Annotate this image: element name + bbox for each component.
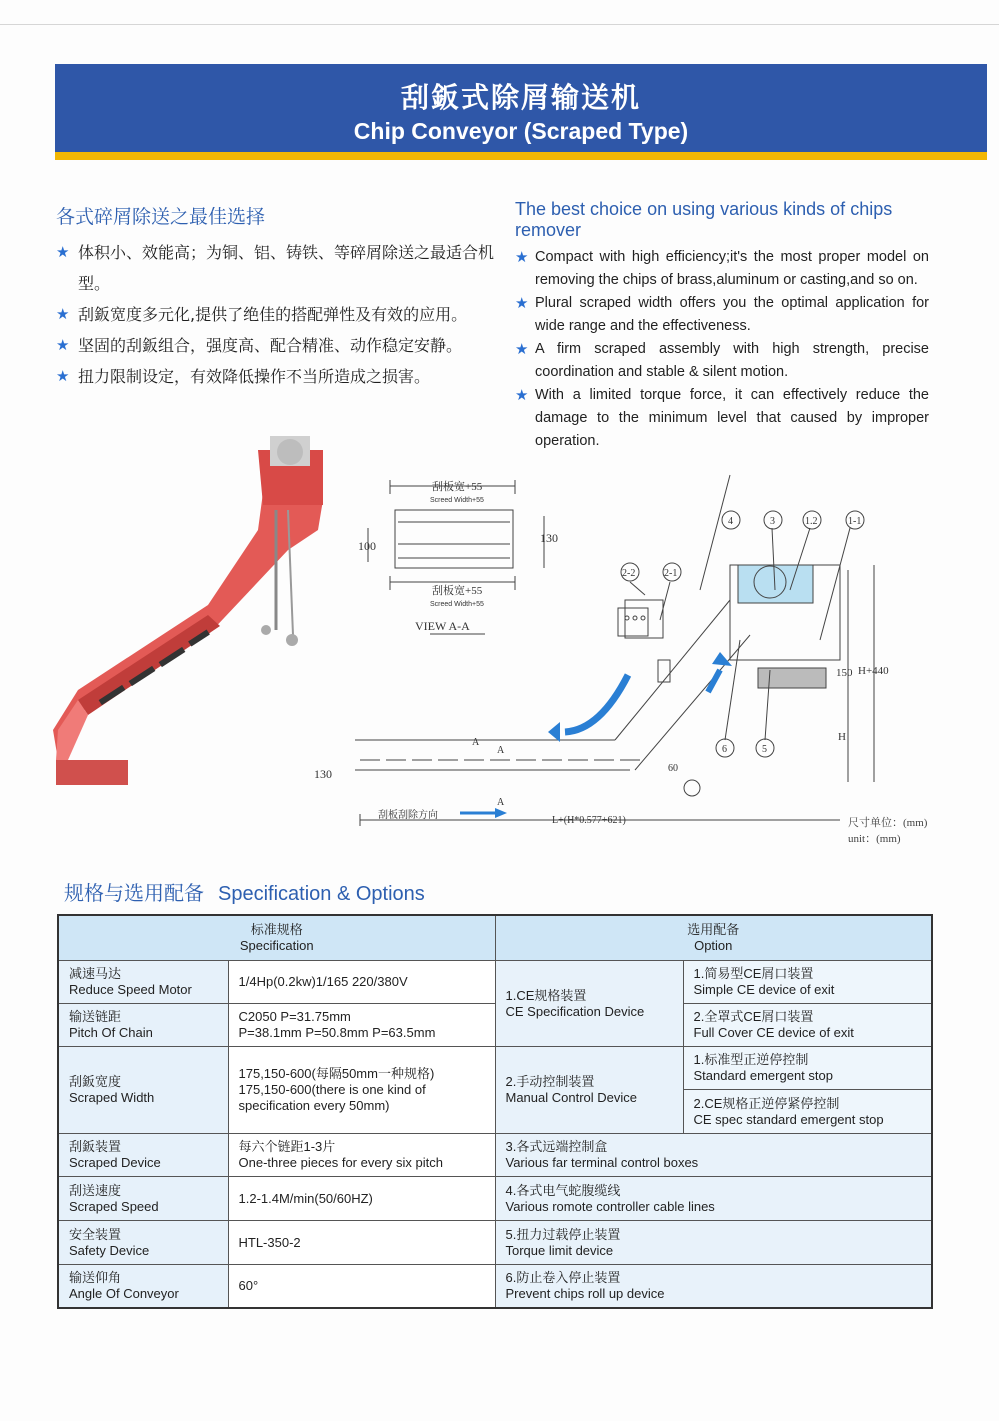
- label-a-1: A: [472, 737, 480, 748]
- star-icon: ★: [56, 243, 70, 261]
- star-icon: ★: [515, 341, 529, 358]
- callout-4: 4: [728, 516, 733, 527]
- dim-130-view: 130: [540, 531, 558, 545]
- length-formula: L+(H*0.577+621): [552, 815, 626, 826]
- list-item: ★ With a limited torque force, it can effectively reduce the damage to the minimum level that caused by improper operation.: [515, 384, 929, 453]
- header-spec: 标准规格 Specification: [58, 915, 495, 961]
- label-a-2: A: [497, 745, 505, 756]
- dim-h: H: [838, 731, 846, 743]
- list-item: ★ 扭力限制设定，有效降低操作不当所造成之损害。: [56, 361, 496, 392]
- star-icon: ★: [515, 387, 529, 404]
- dim-100: 100: [358, 539, 376, 553]
- features-cn: [56, 202, 496, 392]
- table-header: [58, 915, 932, 961]
- dim-150: 150: [836, 667, 853, 679]
- callout-2-1: 2-1: [664, 568, 678, 579]
- star-icon: ★: [56, 336, 70, 354]
- list-item: ★ 刮鈑宽度多元化,提供了绝佳的搭配弹性及有效的应用。: [56, 299, 496, 330]
- view-width-top-en: Screed Width+55: [430, 497, 484, 504]
- view-label: VIEW A-A: [415, 619, 470, 633]
- table-row: 刮送速度 Scraped Speed 1.2-1.4M/min(50/60HZ) 4.各式电气蛇腹缆线 Various romote controller cable lines: [58, 1177, 932, 1221]
- dim-130-side: 130: [314, 767, 332, 781]
- spec-title: 规格与选用配备 Specification & Options: [64, 881, 425, 905]
- table-row: 安全装置 Safety Device HTL-350-2 5.扭力过载停止装置 Torque limit device: [58, 1221, 932, 1265]
- view-width-top-cn: 刮板宽+55: [432, 481, 483, 493]
- angle-60: 60: [668, 763, 678, 774]
- star-icon: ★: [515, 295, 529, 312]
- list-item: ★ 体积小、效能高；为铜、铝、铸铁、等碎屑除送之最适合机型。: [56, 237, 496, 299]
- spec-table: [57, 914, 933, 1309]
- label-a-3: A: [497, 797, 505, 808]
- title-cn: 刮鈑式除屑输送机: [400, 81, 641, 114]
- conveyor-photo: [48, 430, 338, 810]
- features-cn-heading: 各式碎屑除送之最佳选择: [56, 206, 266, 228]
- table-row: 刮鈑装置 Scraped Device 每六个链距1-3片 One-three pieces for every six pitch 3.各式远端控制盒 Various far terminal control boxes: [58, 1134, 932, 1177]
- dimension-diagram: [300, 470, 940, 860]
- callout-3: 3: [770, 516, 775, 527]
- side-view: [355, 475, 874, 826]
- star-icon: ★: [56, 367, 70, 385]
- star-icon: ★: [515, 249, 529, 266]
- callout-1-1: 1-1: [848, 516, 862, 527]
- dim-h440: H+440: [858, 665, 889, 677]
- list-item: ★ Compact with high efficiency;it's the most proper model on removing the chips of brass,aluminum or casting,and so on.: [515, 246, 929, 292]
- view-width-bottom-en: Screed Width+55: [430, 601, 484, 608]
- unit-note: 尺寸单位：(mm) unit：(mm): [848, 817, 928, 845]
- table-row: 输送链距 Pitch Of Chain C2050 P=31.75mm P=38.1mm P=50.8mm P=63.5mm 2.全罩式CE屑口装置 Full Cover CE device of exit: [58, 1004, 932, 1047]
- table-row: 2.CE规格正逆停紧停控制 CE spec standard emergent stop: [58, 1090, 932, 1134]
- header-option: 选用配备 Option: [495, 915, 932, 961]
- title-en: Chip Conveyor (Scraped Type): [353, 118, 689, 144]
- table-row: 输送仰角 Angle Of Conveyor 60° 6.防止卷入停止装置 Prevent chips roll up device: [58, 1265, 932, 1308]
- header-banner: [55, 64, 987, 160]
- callout-1-2: 1.2: [805, 516, 818, 527]
- callout-2-2: 2-2: [622, 568, 636, 579]
- list-item: ★ A firm scraped assembly with high strength, precise coordination and stable & silent motion.: [515, 338, 929, 384]
- list-item: ★ 坚固的刮鈑组合，强度高、配合精准、动作稳定安静。: [56, 330, 496, 361]
- view-width-bottom-cn: 刮板宽+55: [432, 585, 483, 597]
- direction-label: 刮板刮除方向: [378, 810, 438, 821]
- table-row: 减速马达 Reduce Speed Motor 1/4Hp(0.2kw)1/165 220/380V 1.CE规格装置 CE Specification Device 1.简易型CE屑口装置 Simple CE device of exit: [58, 961, 932, 1004]
- star-icon: ★: [56, 305, 70, 323]
- features-en: [515, 199, 929, 453]
- list-item: ★ Plural scraped width offers you the optimal application for wide range and the effectiveness.: [515, 292, 929, 338]
- features-en-heading: The best choice on using various kinds of chips remover: [515, 199, 893, 240]
- callout-5: 5: [762, 744, 767, 755]
- callout-6: 6: [722, 744, 727, 755]
- top-rule: [0, 24, 999, 25]
- table-row: 刮鈑宽度 Scraped Width 175,150-600(每隔50mm一种规格) 175,150-600(there is one kind of specification every 50mm) 2.手动控制装置 Manual Control Device 1.标准型正逆停控制 Standard emergent stop: [58, 1047, 932, 1090]
